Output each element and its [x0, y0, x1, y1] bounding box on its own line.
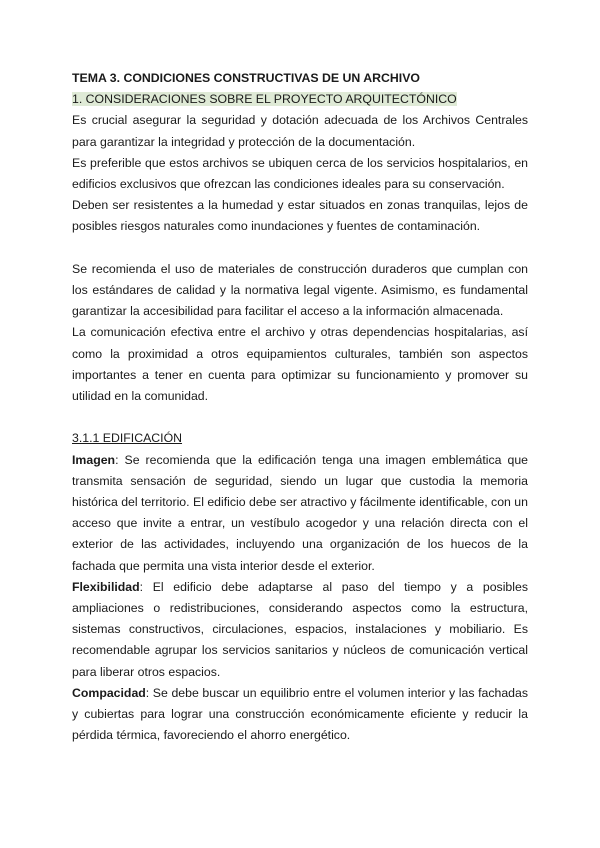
- paragraph: Es crucial asegurar la seguridad y dotación adecuada de los Archivos Centrales para garantizar la integridad y protección de la documentación.: [72, 113, 528, 149]
- definition-term: Imagen: [72, 452, 116, 467]
- document-page: [72, 68, 528, 746]
- paragraph: La comunicación efectiva entre el archivo y otras dependencias hospitalarias, así como la proximidad a otros equipamientos culturales, también son aspectos importantes a tener en cuenta para optimizar su funcionamiento y promover su utilidad en la comunidad.: [72, 325, 528, 404]
- definition-paragraph: [72, 683, 528, 747]
- paragraph-gap: [72, 238, 528, 259]
- section-heading-wrapper: [72, 89, 528, 110]
- definition-text: : El edificio debe adaptarse al paso del tiempo y a posibles ampliaciones o redistribuciones, considerando aspectos como la estructura, sistemas constructivos, circulaciones, espacios, instalaciones y mobiliario. Es recomendable agrupar los servicios sanitarios y núcleos de comunicación vertical para liberar otros espacios.: [72, 579, 528, 679]
- definition-term: Flexibilidad: [72, 579, 140, 594]
- definition-paragraph: [72, 450, 528, 577]
- definition-text: : Se debe buscar un equilibrio entre el volumen interior y las fachadas y cubiertas para lograr una construcción económicamente eficiente y reducir la pérdida térmica, favoreciendo el ahorro energético.: [72, 685, 528, 743]
- definition-paragraph: [72, 577, 528, 683]
- subsection-heading: 3.1.1 EDIFICACIÓN: [72, 431, 183, 446]
- paragraph: Se recomienda el uso de materiales de construcción duraderos que cumplan con los estándares de calidad y la normativa legal vigente. Asimismo, es fundamental garantizar la accesibilidad para facilitar el acceso a la información almacenada.: [72, 261, 528, 319]
- definition-term: Compacidad: [72, 685, 146, 700]
- paragraph-gap: [72, 407, 528, 428]
- paragraph: Es preferible que estos archivos se ubiquen cerca de los servicios hospitalarios, en edificios exclusivos que ofrezcan las condiciones ideales para su conservación.: [72, 155, 528, 192]
- paragraph: Deben ser resistentes a la humedad y estar situados en zonas tranquilas, lejos de posibles riesgos naturales como inundaciones y fuentes de contaminación.: [72, 198, 528, 234]
- document-title: TEMA 3. CONDICIONES CONSTRUCTIVAS DE UN ARCHIVO: [72, 71, 420, 85]
- definition-text: : Se recomienda que la edificación tenga una imagen emblemática que transmita sensación de seguridad, siendo un lugar que custodia la memoria histórica del territorio. El edificio debe ser atractivo y fácilmente identificable, con un acceso que invite a entrar, un vestíbulo acogedor y una relación directa con el exterior de las actividades, incluyendo una organización de los huecos de la fachada que permita una vista interior desde el exterior.: [72, 452, 528, 573]
- section-heading: 1. CONSIDERACIONES SOBRE EL PROYECTO ARQUITECTÓNICO: [72, 92, 457, 107]
